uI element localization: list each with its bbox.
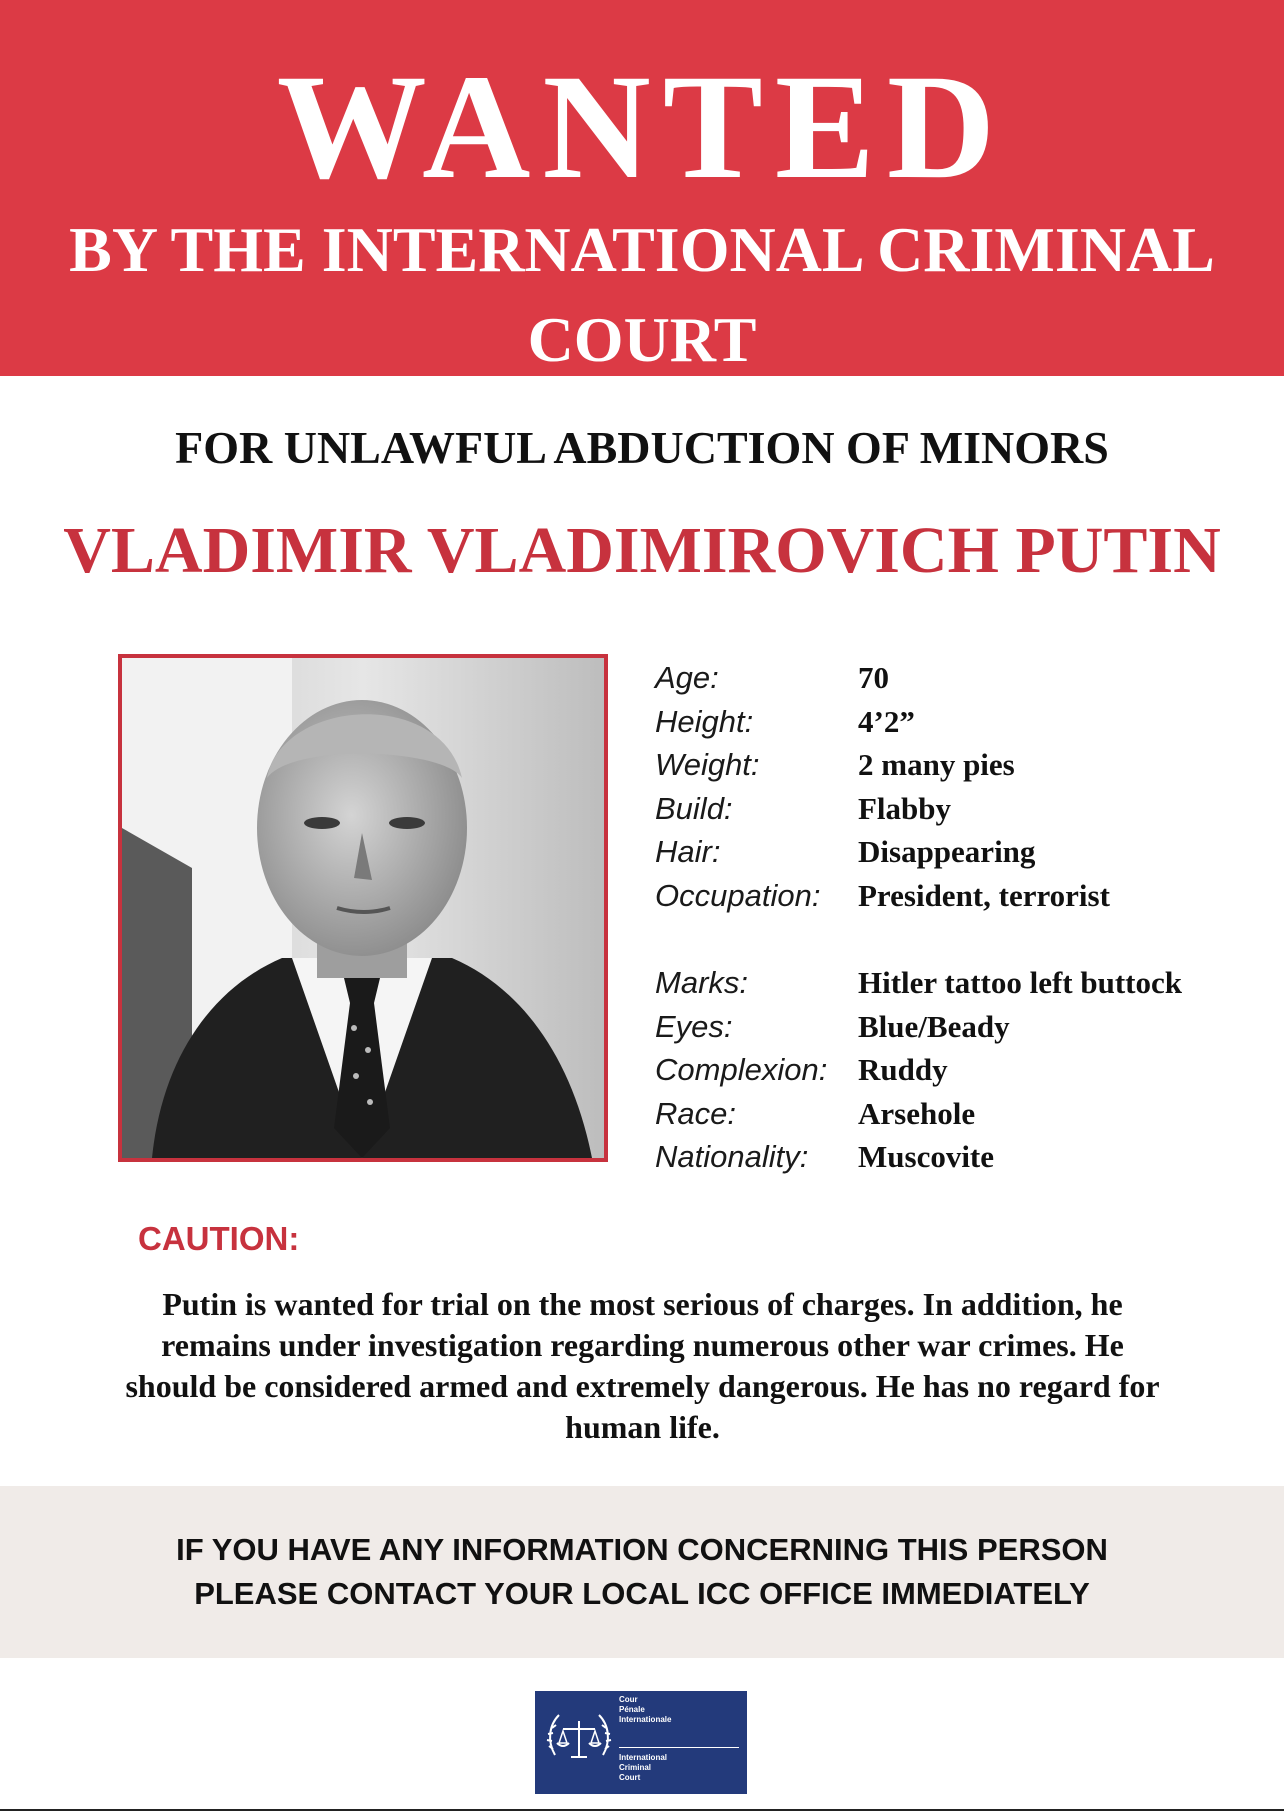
detail-label: Hair:: [655, 834, 721, 869]
detail-label: Nationality:: [655, 1139, 809, 1174]
detail-value: Hitler tattoo left buttock: [858, 965, 1182, 1000]
detail-row-eyes: [655, 1005, 1275, 1049]
logo-text-french: Cour Pénale Internationale: [619, 1695, 672, 1724]
detail-value: Muscovite: [858, 1139, 995, 1174]
bottom-rule: [0, 1809, 1284, 1811]
suspect-photo: [118, 654, 608, 1162]
detail-row-race: [655, 1092, 1275, 1136]
detail-value: President, terrorist: [858, 877, 1110, 913]
wanted-title: WANTED: [276, 44, 1008, 210]
suspect-name: VLADIMIR VLADIMIROVICH PUTIN: [63, 514, 1221, 587]
detail-label: Eyes:: [655, 1008, 733, 1044]
detail-value: Arsehole: [858, 1095, 976, 1131]
detail-value: 70: [858, 660, 889, 695]
detail-row-marks: [655, 961, 1275, 1005]
contact-line-2: PLEASE CONTACT YOUR LOCAL ICC OFFICE IMMEDIATELY: [194, 1576, 1090, 1611]
detail-row-age: [655, 656, 1275, 700]
logo-divider: [619, 1747, 739, 1748]
issuer-subtitle: BY THE INTERNATIONAL CRIMINAL COURT: [69, 214, 1215, 375]
contact-line-1: IF YOU HAVE ANY INFORMATION CONCERNING THIS PERSON: [176, 1532, 1108, 1567]
detail-value: Flabby: [858, 790, 952, 826]
detail-label: Build:: [655, 790, 733, 826]
detail-value: 4’2”: [858, 703, 915, 739]
detail-value: Disappearing: [858, 834, 1036, 869]
detail-value: Blue/Beady: [858, 1008, 1010, 1044]
logo-text-english: International Criminal Court: [619, 1753, 668, 1782]
detail-row-build: [655, 787, 1275, 831]
caution-heading: CAUTION:: [138, 1220, 300, 1257]
detail-label: Weight:: [655, 747, 760, 782]
header-banner: [0, 0, 1284, 376]
detail-row-complexion: [655, 1048, 1275, 1092]
detail-label: Age:: [655, 660, 719, 695]
detail-label: Marks:: [655, 965, 748, 1000]
detail-value: Ruddy: [858, 1052, 948, 1087]
detail-row-height: [655, 700, 1275, 744]
detail-label: Complexion:: [655, 1052, 828, 1087]
detail-row-nationality: [655, 1135, 1275, 1179]
suspect-details: [655, 656, 1275, 1179]
detail-row-hair: [655, 830, 1275, 874]
detail-value: 2 many pies: [858, 747, 1015, 782]
caution-body: Putin is wanted for trial on the most serious of charges. In addition, he remains under investigation regarding numerous other war crimes. He should be considered armed and extremely dangerous. He has no regard for human life.: [125, 1286, 1160, 1445]
detail-row-weight: [655, 743, 1275, 787]
portrait-illustration: [122, 658, 604, 1158]
contact-notice: [0, 1528, 1284, 1616]
scales-of-justice-icon: [543, 1705, 615, 1777]
charge-text: FOR UNLAWFUL ABDUCTION OF MINORS: [175, 422, 1109, 473]
contact-band: [0, 1486, 1284, 1658]
detail-label: Occupation:: [655, 877, 821, 913]
detail-row-occupation: [655, 874, 1275, 918]
icc-logo: [535, 1691, 747, 1794]
detail-spacer: [655, 917, 1275, 961]
detail-label: Race:: [655, 1095, 736, 1131]
detail-label: Height:: [655, 703, 754, 739]
